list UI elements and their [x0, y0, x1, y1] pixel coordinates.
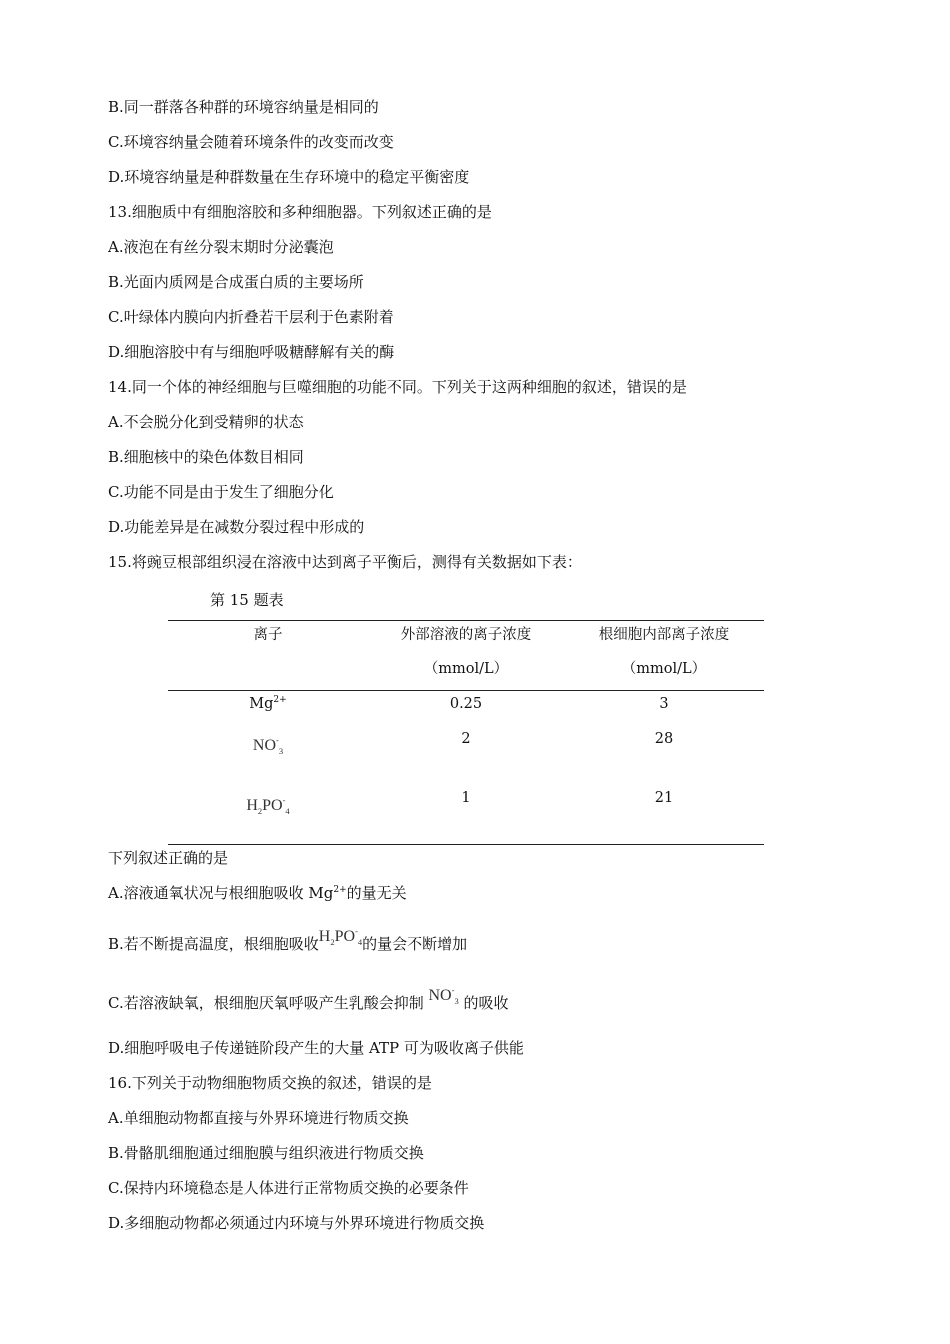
table-cell-inner: 28 — [654, 731, 674, 747]
q15-option-b: B.若不断提高温度，根细胞吸收$H_2PO^-_4$的量会不断增加 — [108, 926, 468, 953]
table-cell-outer: 1 — [461, 790, 471, 806]
header-inner-unit: （mmol/L） — [621, 661, 707, 677]
q15-option-d: D.细胞呼吸电子传递链阶段产生的大量 ATP 可为吸收离子供能 — [108, 1039, 524, 1057]
table-bottom-rule — [168, 844, 764, 845]
prev-option-c: C.环境容纳量会随着环境条件的改变而改变 — [108, 133, 394, 151]
q14-option-a: A.不会脱分化到受精卵的状态 — [108, 413, 304, 431]
q15-table-caption: 第 15 题表 — [210, 591, 284, 609]
table-cell-inner: 21 — [654, 790, 674, 806]
q15-follow: 下列叙述正确的是 — [108, 849, 229, 867]
q15-option-c: C.若溶液缺氧，根细胞厌氧呼吸产生乳酸会抑制 $NO^-_3$ 的吸收 — [108, 985, 509, 1012]
table-row-ion: $NO^-_3$ — [252, 735, 284, 756]
header-outer: 外部溶液的离子浓度 — [400, 627, 532, 643]
header-outer-unit: （mmol/L） — [423, 661, 509, 677]
q13-option-a: A.液泡在有丝分裂末期时分泌囊泡 — [108, 238, 334, 256]
table-cell-outer: 2 — [461, 731, 471, 747]
no3-formula: $NO^-_3$ — [428, 985, 459, 1006]
header-ion: 离子 — [253, 627, 283, 643]
q13-option-d: D.细胞溶胶中有与细胞呼吸糖酵解有关的酶 — [108, 343, 395, 361]
q15-option-a: A.溶液通氧状况与根细胞吸收 $Mg^{2+}$的量无关 — [108, 884, 407, 902]
table-top-rule — [168, 620, 764, 621]
q16-option-c: C.保持内环境稳态是人体进行正常物质交换的必要条件 — [108, 1179, 469, 1197]
prev-option-b: B.同一群落各种群的环境容纳量是相同的 — [108, 98, 379, 116]
q14-option-c: C.功能不同是由于发生了细胞分化 — [108, 483, 334, 501]
q13-option-b: B.光面内质网是合成蛋白质的主要场所 — [108, 273, 364, 291]
q16-stem: 16.下列关于动物细胞物质交换的叙述，错误的是 — [108, 1074, 432, 1092]
q16-option-b: B.骨骼肌细胞通过细胞膜与组织液进行物质交换 — [108, 1144, 424, 1162]
h2po4-formula: $H_2PO^-_4$ — [318, 926, 363, 947]
q13-stem: 13.细胞质中有细胞溶胶和多种细胞器。下列叙述正确的是 — [108, 203, 492, 221]
q15-stem: 15.将豌豆根部组织浸在溶液中达到离子平衡后，测得有关数据如下表： — [108, 553, 582, 571]
header-inner: 根细胞内部离子浓度 — [598, 627, 730, 643]
q16-option-d: D.多细胞动物都必须通过内环境与外界环境进行物质交换 — [108, 1214, 485, 1232]
table-row-ion: $H_2PO^-_4$ — [246, 795, 290, 816]
table-cell-outer: 0.25 — [449, 696, 483, 712]
q14-stem: 14.同一个体的神经细胞与巨噬细胞的功能不同。下列关于这两种细胞的叙述，错误的是 — [108, 378, 687, 396]
q14-option-b: B.细胞核中的染色体数目相同 — [108, 448, 304, 466]
prev-option-d: D.环境容纳量是种群数量在生存环境中的稳定平衡密度 — [108, 168, 470, 186]
q13-option-c: C.叶绿体内膜向内折叠若干层利于色素附着 — [108, 308, 394, 326]
table-header-rule — [168, 690, 764, 691]
q16-option-a: A.单细胞动物都直接与外界环境进行物质交换 — [108, 1109, 409, 1127]
q14-option-d: D.功能差异是在减数分裂过程中形成的 — [108, 518, 365, 536]
table-cell-inner: 3 — [659, 696, 669, 712]
table-row-ion: $Mg^{2+}$ — [249, 695, 287, 712]
